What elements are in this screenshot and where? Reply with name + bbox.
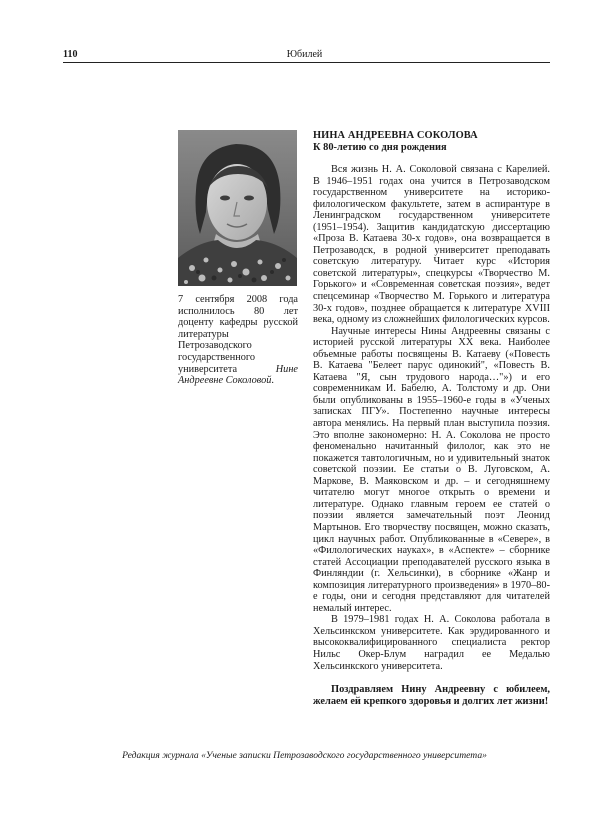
article-title: НИНА АНДРЕЕВНА СОКОЛОВА bbox=[313, 130, 478, 141]
caption-end: . bbox=[271, 375, 274, 387]
article bbox=[313, 130, 550, 708]
article-subtitle: К 80-летию со дня рождения bbox=[313, 142, 447, 153]
article-paragraph: Вся жизнь Н. А. Соколовой связана с Карелией. В 1946–1951 годах она учится в Петрозаводском государственном университете на историко-филологическом факультете, затем в аспирантуре в Ленинградском государственном университете (1951–1954). Защитив кандидатскую диссертацию «Проза В. Катаева 30-х годов», она возвращается в Петрозаводск, в родной университет преподавать советскую литературу. Читает курс «История советской литературы», спецкурсы «Творчество М. Горького» и «Современная советская поэзия», ведет спецсеминар «Творчество М. Горького и литература 30-х годов», позднее обращается к литературе XVIII века, одному из сложнейших филологических курсов. bbox=[313, 164, 550, 326]
running-head: Юбилей bbox=[286, 49, 323, 60]
photo-caption bbox=[178, 294, 298, 387]
article-paragraph: Научные интересы Нины Андреевны связаны с историей русской литературы XX века. Наиболее объемные работы посвящены В. Катаеву («Повесть В. Катаева "Белеет парус одинокий", «Повесть В. Катаева "Я, сын трудового народа…"») и его современникам И. Бабелю, А. Толстому и др. Они были опубликованы в 1955–1960-е годы в «Ученых записках ПГУ». Постепенно научные интересы автора менялись. На первый план выступила поэзия. Это вполне закономерно: Н. А. Соколова не просто феноменально начитанный филолог, как это не покажется тавтологичным, но и удивительный знаток советской поэзии. Ее статьи о В. Луговском, А. Маркове, В. Маяковском и др. – и сегодняшнему читателю могут многое открыть о времени и литературе. Однако главным героем ее статей о поэзии является замечательный поэт Леонид Мартынов. Его творчеству посвящен, можно сказать, цикл научных работ. Опубликованные в «Севере», в «Филологических науках», в «Аспекте» – сборнике статей Ассоциации преподавателей русского языка в Финляндии (г. Хельсинки), в сборнике «Жанр и композиция литературного произведения» в 1970–80-е годы, они и сегодня представляют для читателей немалый интерес. bbox=[313, 325, 550, 614]
article-paragraph: В 1979–1981 годах Н. А. Соколова работала в Хельсинкском университете. Как эрудированного и высококвалифицированного специалиста ректор Нильс Окер-Блум наградил ее Медалью Хельсинкского университета. bbox=[313, 614, 550, 672]
footer-signature: Редакция журнала «Ученые записки Петрозаводского государственного университета» bbox=[122, 750, 487, 761]
closing-congratulation: Поздравляем Нину Андреевну с юбилеем, желаем ей крепкого здоровья и долгих лет жизни! bbox=[313, 684, 550, 707]
header-rule bbox=[63, 62, 550, 63]
portrait-photo-icon bbox=[178, 130, 297, 286]
article-body bbox=[313, 164, 550, 672]
caption-text: 7 сентября 2008 года исполнилось 80 лет доценту кафедры русской литературы Петрозаводского государственного университета bbox=[178, 294, 298, 375]
caption-name: Нине Андреевне Соколовой bbox=[178, 363, 298, 387]
page-number: 110 bbox=[63, 49, 78, 60]
